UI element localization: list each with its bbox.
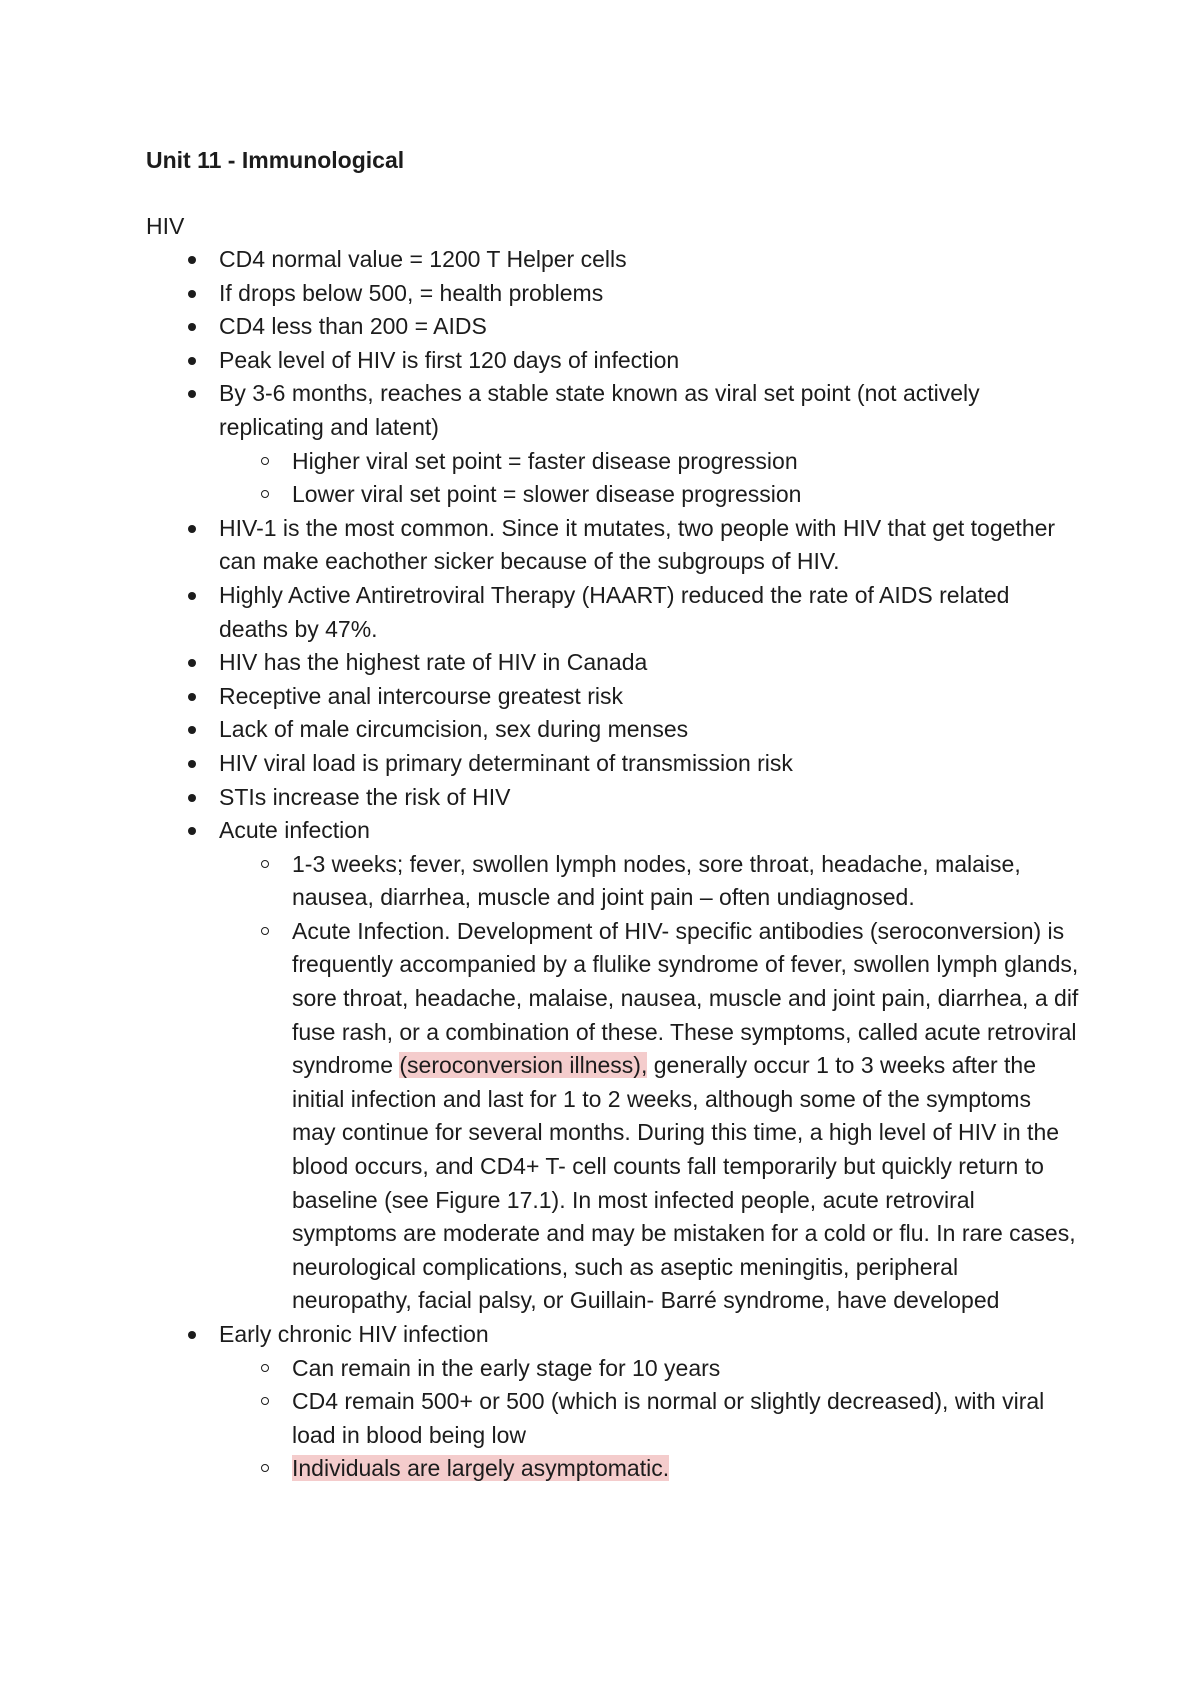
list-item: Lack of male circumcision, sex during menses <box>219 713 1079 747</box>
sub-list-item: 1-3 weeks; fever, swollen lymph nodes, sore throat, headache, malaise, nausea, diarrhea, muscle and joint pain – often undiagnosed. <box>292 848 1079 915</box>
list-item: HIV viral load is primary determinant of transmission risk <box>219 747 1079 781</box>
list-item: Highly Active Antiretroviral Therapy (HAART) reduced the rate of AIDS related deaths by 47%. <box>219 579 1079 646</box>
list-item: HIV has the highest rate of HIV in Canada <box>219 646 1079 680</box>
sub-list <box>292 445 1079 512</box>
list-item: CD4 less than 200 = AIDS <box>219 310 1079 344</box>
sub-list-item: Higher viral set point = faster disease progression <box>292 445 1079 479</box>
sub-list <box>292 848 1079 1318</box>
list-item: By 3-6 months, reaches a stable state known as viral set point (not actively replicating and latent) Higher viral set point = faster disease progression Lower viral set point = slower disease progression <box>219 377 1079 511</box>
section-heading: HIV <box>146 213 185 239</box>
sub-list-item: Lower viral set point = slower disease progression <box>292 478 1079 512</box>
bullet-list <box>219 243 1079 1486</box>
page-title: Unit 11 - Immunological <box>146 147 405 173</box>
sub-list <box>292 1352 1079 1486</box>
list-item: Early chronic HIV infection Can remain in the early stage for 10 years CD4 remain 500+ or 500 (which is normal or slightly decreased), with viral load in blood being low Individuals are largely asymptomatic. <box>219 1318 1079 1486</box>
list-item: If drops below 500, = health problems <box>219 277 1079 311</box>
sub-list-item: Acute Infection. Development of HIV- specific antibodies (seroconversion) is frequently accompanied by a flulike syndrome of fever, swollen lymph glands, sore throat, headache, malaise, nausea, muscle and joint pain, diarrhea, a dif fuse rash, or a combination of these. These symptoms, called acute retroviral syndrome (seroconversion illness), generally occur 1 to 3 weeks after the initial infection and last for 1 to 2 weeks, although some of the symptoms may continue for several months. During this time, a high level of HIV in the blood occurs, and CD4+ T- cell counts fall temporarily but quickly return to baseline (see Figure 17.1). In most infected people, acute retroviral symptoms are moderate and may be mistaken for a cold or flu. In rare cases, neurological complications, such as aseptic meningitis, peripheral neuropathy, facial palsy, or Guillain- Barré syndrome, have developed <box>292 915 1079 1318</box>
sub-list-item: CD4 remain 500+ or 500 (which is normal or slightly decreased), with viral load in blood being low <box>292 1385 1079 1452</box>
list-item: CD4 normal value = 1200 T Helper cells <box>219 243 1079 277</box>
list-item: Receptive anal intercourse greatest risk <box>219 680 1079 714</box>
sub-list-item: Can remain in the early stage for 10 years <box>292 1352 1079 1386</box>
list-item: HIV-1 is the most common. Since it mutates, two people with HIV that get together can make eachother sicker because of the subgroups of HIV. <box>219 512 1079 579</box>
list-item: Peak level of HIV is first 120 days of infection <box>219 344 1079 378</box>
list-item: STIs increase the risk of HIV <box>219 781 1079 815</box>
list-item: Acute infection 1-3 weeks; fever, swollen lymph nodes, sore throat, headache, malaise, nausea, diarrhea, muscle and joint pain – often undiagnosed. Acute Infection. Development of HIV- specific antibodies (seroconversion) is frequently accompanied by a flulike syndrome of fever, swollen lymph glands, sore throat, headache, malaise, nausea, muscle and joint pain, diarrhea, a dif fuse rash, or a combination of these. These symptoms, called acute retroviral syndrome (seroconversion illness), generally occur 1 to 3 weeks after the initial infection and last for 1 to 2 weeks, although some of the symptoms may continue for several months. During this time, a high level of HIV in the blood occurs, and CD4+ T- cell counts fall temporarily but quickly return to baseline (see Figure 17.1). In most infected people, acute retroviral symptoms are moderate and may be mistaken for a cold or flu. In rare cases, neurological complications, such as aseptic meningitis, peripheral neuropathy, facial palsy, or Guillain- Barré syndrome, have developed <box>219 814 1079 1318</box>
sub-list-item <box>292 1452 1079 1486</box>
highlighted-text: (seroconversion illness), <box>399 1052 648 1079</box>
highlighted-text: Individuals are largely asymptomatic. <box>292 1455 670 1482</box>
